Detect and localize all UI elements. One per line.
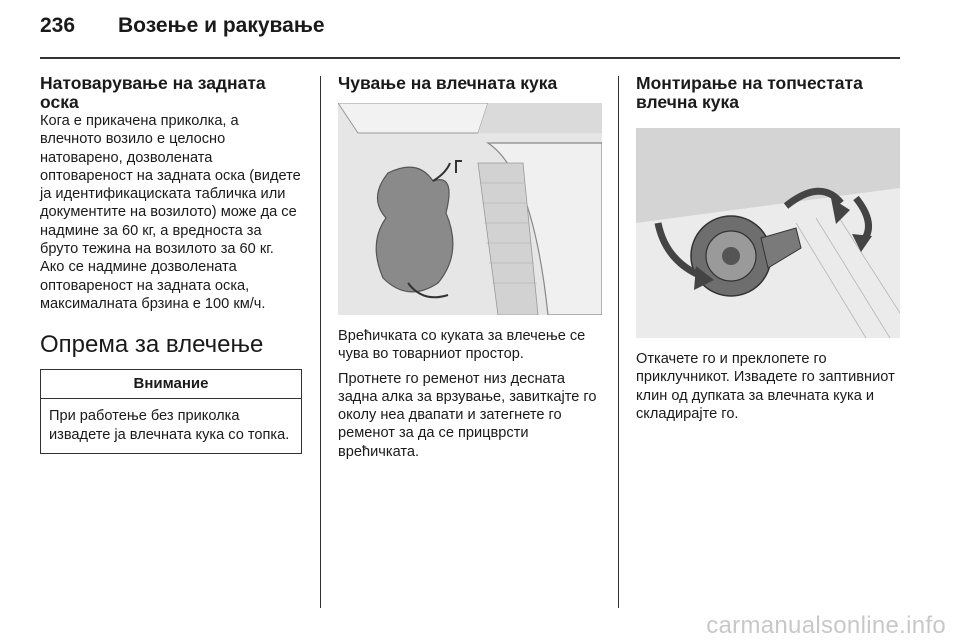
column-divider-1 [320,76,321,608]
header-rule [40,57,900,59]
column-3 [636,74,900,423]
storage-caption-1: Врећичката со куката за влечење се чува во товарниот простор. [338,328,586,363]
warning-title: Внимание [41,370,301,399]
storage-heading: Чување на влечната кука [338,73,558,93]
warning-box [40,369,302,454]
rear-axle-text: Кога е прикачена приколка, а влечното возило е целосно натоварено, дозволената оптовареност на задната оска (видете ја идентификациската табличка или документите на возилото) може да се надмине за 60 кг, а вредноста за бруто тежина на возилото за 60 кг. Ако се надмине дозволената оптовареност на задната оска, максималната брзина е 100 км/ч. [40,113,301,312]
mounting-heading: Монтирање на топчестата влечна кука [636,73,863,112]
chapter-title: Возење и ракување [118,14,325,37]
towing-equipment-title: Опрема за влечење [40,331,264,359]
warning-text: При работење без приколка извадете ја влечната кука со топка. [49,408,290,443]
watermark: carmanualsonline.info [706,612,946,639]
page-number: 236 [40,14,76,37]
storage-caption-2: Протнете го ременот низ десната задна алка за врзување, завиткајте го околу неа двапати и затегнете го ременот за да се прицврсти врећичката. [338,370,597,460]
mounting-caption: Откачете го и преклопете го приклучникот. Извадете го заптивниот клин од дупката за влечната кука и складирајте го. [636,351,895,422]
column-divider-2 [618,76,619,608]
page-header [40,14,325,38]
column-2 [338,74,604,461]
column-1 [40,74,302,454]
storage-bag-illustration [338,103,602,315]
ball-coupling-illustration [636,128,900,338]
rear-axle-heading: Натоварување на задната оска [40,73,266,112]
